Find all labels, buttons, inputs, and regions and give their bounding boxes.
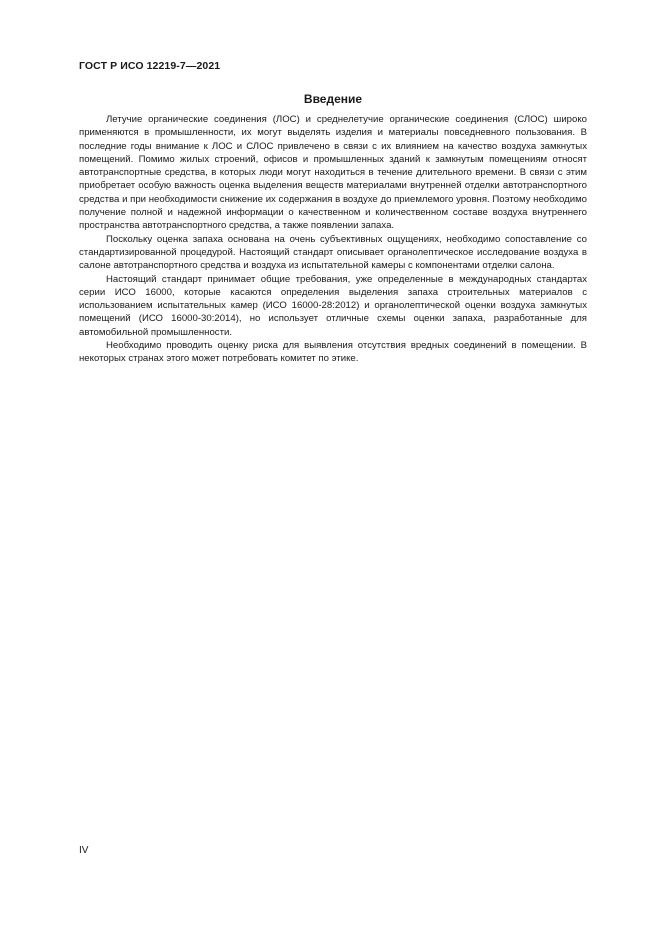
paragraph-2: Поскольку оценка запаха основана на очень субъективных ощущениях, необходимо сопоставление со стандартизированной процедурой. Настоящий стандарт описывает органолептическое исследование воздуха в салоне автотранспортного средства и воздуха из испытательной камеры с компонентами отделки салона. — [79, 233, 587, 272]
paragraph-1: Летучие органические соединения (ЛОС) и среднелетучие органические соединения (СЛОС) широко применяются в промышленности, их могут выделять изделия и материалы повседневного пользования. В последние годы внимание к ЛОС и СЛОС привлечено в связи с их влиянием на качество воздуха замкнутых помещений. Помимо жилых строений, офисов и промышленных зданий к замкнутым помещениям относят автотранспортные средства, в которых люди могут находиться в течение длительного времени. В связи с этим приобретает особую важность оценка выделения веществ материалами внутренней отделки автотранспортного средства и при необходимости снижение их содержания в воздухе до приемлемого уровня. Поэтому необходимо получение полной и надежной информации о качественном и количественном составе воздуха внутреннего пространства автотранспортного средства, а также появлении запаха. — [79, 114, 587, 232]
section-body — [79, 113, 587, 366]
paragraph-3: Настоящий стандарт принимает общие требования, уже определенные в международных стандартах серии ИСО 16000, которые касаются определения выделения запаха строительных материалов с использованием испытательных камер (ИСО 16000-28:2012) и органолептической оценки воздуха замкнутых помещений (ИСО 16000-30:2014), но использует отличные схемы оценки запаха, разработанные для автомобильной промышленности. — [79, 273, 587, 338]
paragraph-4: Необходимо проводить оценку риска для выявления отсутствия вредных соединений в помещении. В некоторых странах этого может потребовать комитет по этике. — [79, 340, 587, 365]
page-number: IV — [79, 845, 89, 856]
document-header: ГОСТ Р ИСО 12219-7—2021 — [79, 60, 221, 72]
section-title: Введение — [303, 92, 363, 106]
